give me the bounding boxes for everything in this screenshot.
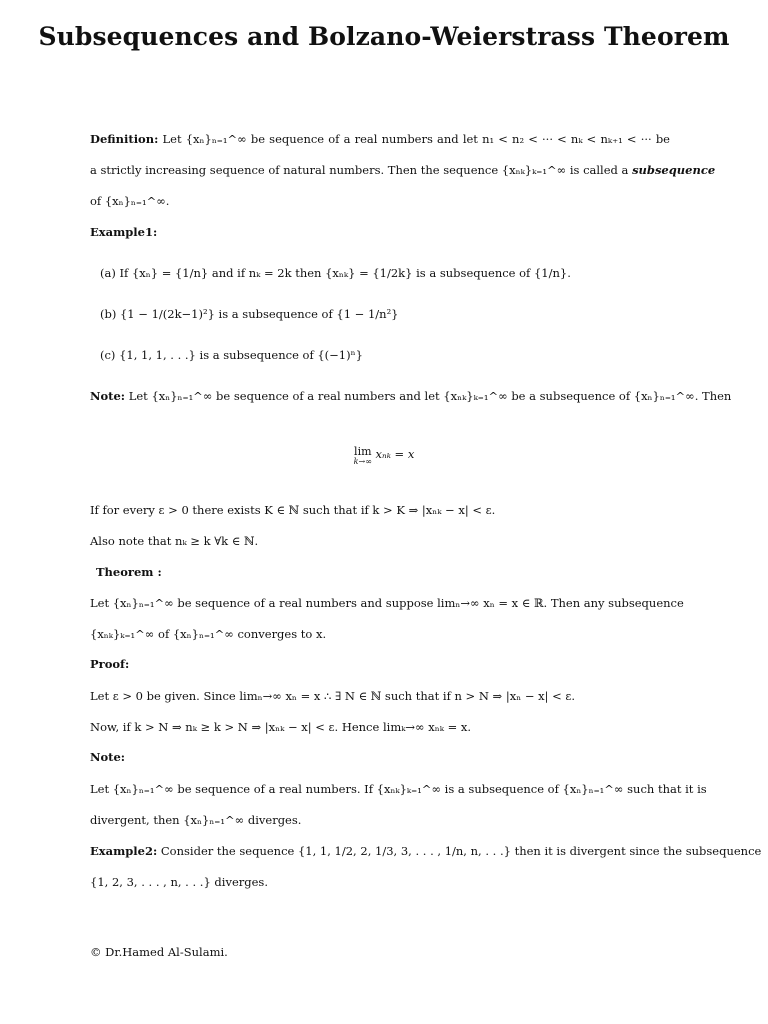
also-note-text: Also note that nₖ ≥ k ∀k ∈ ℕ. (90, 534, 259, 548)
note1-line (90, 388, 732, 404)
proof-label: Proof: (90, 657, 130, 671)
example1-label: Example1: (90, 225, 158, 239)
condition-text: If for every ε > 0 there exists K ∈ ℕ such that if k > K ⇒ |xₙₖ − x| < ε. (90, 503, 496, 517)
note2-line-1: Let {xₙ}ₙ₌₁^∞ be sequence of a real numbers. If {xₙₖ}ₖ₌₁^∞ is a subsequence of {xₙ}ₙ₌₁^∞ such that it is (90, 782, 707, 796)
definition-term: subsequence (632, 163, 716, 177)
limit-rest: xₙₖ = x (375, 447, 415, 461)
limit-operator (354, 446, 372, 466)
proof-line-1: Let ε > 0 be given. Since limₙ→∞ xₙ = x ∴ ∃ N ∈ ℕ such that if n > N ⇒ |xₙ − x| < ε. (90, 689, 576, 703)
proof-line-2: Now, if k > N ⇒ nₖ ≥ k > N ⇒ |xₙₖ − x| < ε. Hence limₖ→∞ xₙₖ = x. (90, 720, 472, 734)
theorem-line-2: {xₙₖ}ₖ₌₁^∞ of {xₙ}ₙ₌₁^∞ converges to x. (90, 627, 327, 641)
page-title: Subsequences and Bolzano-Weierstrass Theorem (38, 22, 730, 51)
example2-label: Example2: (90, 844, 158, 858)
limit-equation (0, 446, 768, 468)
limit-subscript: k→∞ (353, 457, 372, 466)
note1-text: Let {xₙ}ₙ₌₁^∞ be sequence of a real numbers and let {xₙₖ}ₖ₌₁^∞ be a subsequence of {xₙ}ₙ₌₁^∞. Then (128, 389, 732, 403)
note1-label: Note: (90, 389, 126, 403)
definition-label: Definition: (90, 132, 159, 146)
limit-word: lim (354, 445, 372, 458)
example2-text-1: Consider the sequence {1, 1, 1/2, 2, 1/3, 3, . . . , 1/n, n, . . .} then it is divergent since the subsequence (160, 844, 762, 858)
definition-text-2: a strictly increasing sequence of natural numbers. Then the sequence {xₙₖ}ₖ₌₁^∞ is called a (90, 163, 629, 177)
example1-item-a: (a) If {xₙ} = {1/n} and if nₖ = 2k then {xₙₖ} = {1/2k} is a subsequence of {1/n}. (100, 266, 571, 280)
example2-line-1 (90, 843, 762, 859)
note2-label: Note: (90, 750, 126, 764)
footer-copyright: © Dr.Hamed Al-Sulami. (90, 945, 228, 959)
theorem-line-1: Let {xₙ}ₙ₌₁^∞ be sequence of a real numbers and suppose limₙ→∞ xₙ = x ∈ ℝ. Then any subsequence (90, 596, 684, 610)
example1-item-c: (c) {1, 1, 1, . . .} is a subsequence of {(−1)ⁿ} (100, 348, 363, 362)
theorem-label: Theorem : (96, 565, 162, 579)
definition-text-1: Let {xₙ}ₙ₌₁^∞ be sequence of a real numbers and let n₁ < n₂ < ··· < nₖ < nₖ₊₁ < ··· be (162, 132, 670, 146)
example2-line-2: {1, 2, 3, . . . , n, . . .} diverges. (90, 875, 268, 889)
example1-item-b: (b) {1 − 1/(2k−1)²} is a subsequence of {1 − 1/n²} (100, 307, 399, 321)
definition-line-1 (90, 131, 670, 147)
note2-line-2: divergent, then {xₙ}ₙ₌₁^∞ diverges. (90, 813, 302, 827)
definition-line-3: of {xₙ}ₙ₌₁^∞. (90, 194, 170, 208)
definition-line-2 (90, 162, 716, 178)
